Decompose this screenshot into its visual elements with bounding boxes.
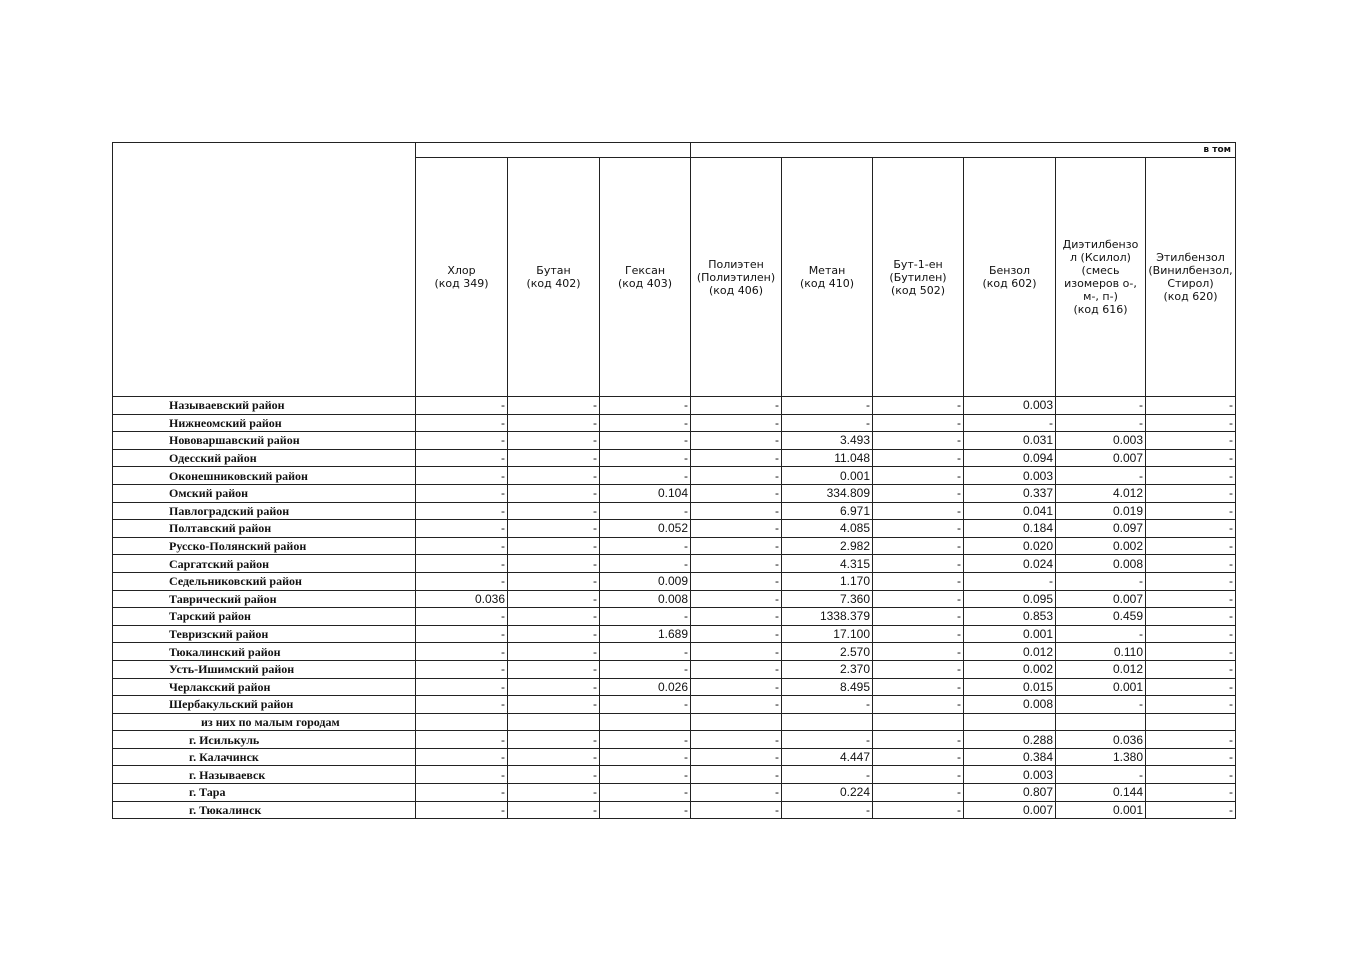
table-cell: - [782,414,873,432]
table-row [113,660,1236,678]
table-cell: - [691,555,782,573]
table-cell: - [508,625,600,643]
column-header: Бутан (код 402) [508,158,600,397]
table-cell: - [873,731,964,749]
table-cell: - [600,696,691,714]
table-cell: - [873,520,964,538]
table-cell: - [1056,766,1146,784]
row-label: Одесский район [113,449,416,467]
table-cell: - [873,555,964,573]
row-label: Саргатский район [113,555,416,573]
table-cell: - [600,414,691,432]
row-label: Нижнеомский район [113,414,416,432]
table-row [113,484,1236,502]
table-cell: - [508,696,600,714]
table-row [113,590,1236,608]
row-label: Черлакский район [113,678,416,696]
table-cell: - [691,748,782,766]
table-cell: 0.052 [600,520,691,538]
table-cell: - [508,784,600,802]
table-row [113,678,1236,696]
table-cell: - [1056,467,1146,485]
row-label: Седельниковский район [113,572,416,590]
table-cell: - [508,520,600,538]
table-cell: 0.224 [782,784,873,802]
table-cell: 0.094 [964,449,1056,467]
table-cell: - [873,643,964,661]
table-cell: 0.012 [1056,660,1146,678]
table-cell: - [600,467,691,485]
table-cell: - [508,432,600,450]
table-cell: - [416,748,508,766]
table-cell: - [873,625,964,643]
row-label: г. Тара [113,784,416,802]
table-row [113,449,1236,467]
table-cell: - [691,625,782,643]
table-cell: - [873,397,964,415]
table-cell: - [873,537,964,555]
table-row [113,625,1236,643]
table-cell: 0.002 [1056,537,1146,555]
table-row [113,801,1236,819]
table-cell: - [508,608,600,626]
table-cell: - [416,467,508,485]
table-cell: 0.031 [964,432,1056,450]
table-cell: - [691,520,782,538]
table-cell: - [600,449,691,467]
table-cell: 0.003 [964,766,1056,784]
table-cell: - [691,608,782,626]
table-row [113,520,1236,538]
table-cell: - [873,766,964,784]
emissions-table [112,142,1236,819]
table-cell: - [600,537,691,555]
table-cell: - [600,432,691,450]
table-row [113,696,1236,714]
table-cell: - [416,520,508,538]
table-cell: 0.184 [964,520,1056,538]
table-cell: 11.048 [782,449,873,467]
table-cell: - [508,590,600,608]
table-cell: - [1146,520,1236,538]
table-cell: - [600,397,691,415]
table-cell: 0.001 [782,467,873,485]
table-cell: - [416,784,508,802]
table-cell: - [416,608,508,626]
table-row [113,731,1236,749]
table-cell: - [508,502,600,520]
table-cell: - [416,766,508,784]
table-cell: - [416,537,508,555]
table-cell: - [691,502,782,520]
table-cell: - [873,748,964,766]
table-cell: - [691,537,782,555]
table-cell: 0.110 [1056,643,1146,661]
group-header-right: в том [691,143,1236,158]
table-cell: 0.097 [1056,520,1146,538]
row-label: Таврический район [113,590,416,608]
table-cell: 0.853 [964,608,1056,626]
table-cell: - [1146,397,1236,415]
table-cell: - [1146,555,1236,573]
table-cell: 2.370 [782,660,873,678]
table-cell: - [691,643,782,661]
table-cell: - [1146,643,1236,661]
table-cell: - [416,502,508,520]
table-cell: 0.008 [1056,555,1146,573]
table-cell: - [1146,801,1236,819]
table-cell: - [691,660,782,678]
table-cell: - [1146,432,1236,450]
row-label: Называевский район [113,397,416,415]
table-cell: - [508,397,600,415]
table-cell [1056,713,1146,731]
table-cell: - [1146,449,1236,467]
table-cell: - [508,678,600,696]
table-cell: - [873,696,964,714]
table-cell: - [1146,484,1236,502]
table-cell: - [873,414,964,432]
table-row [113,537,1236,555]
table-cell: - [691,449,782,467]
table-cell: 1.380 [1056,748,1146,766]
table-cell: - [416,678,508,696]
table-cell: - [1146,590,1236,608]
table-cell: - [1146,625,1236,643]
table-cell: 0.020 [964,537,1056,555]
table-cell: - [1146,660,1236,678]
table-cell: 2.982 [782,537,873,555]
table-cell: - [416,731,508,749]
table-cell: - [1146,696,1236,714]
table-cell: 8.495 [782,678,873,696]
table-row [113,467,1236,485]
table-row [113,748,1236,766]
table-cell: - [1056,625,1146,643]
table-cell: 0.007 [1056,590,1146,608]
table-cell: - [873,449,964,467]
table-cell: - [691,572,782,590]
row-label: г. Называевск [113,766,416,784]
table-cell: - [691,414,782,432]
table-cell: - [508,414,600,432]
table-cell: - [416,397,508,415]
table-cell: 0.008 [964,696,1056,714]
table-cell: - [416,625,508,643]
table-cell: - [1146,414,1236,432]
data-table-sheet [112,142,1236,819]
row-label: из них по малым городам [113,713,416,731]
table-cell: 0.104 [600,484,691,502]
table-cell: - [600,555,691,573]
column-header: Метан (код 410) [782,158,873,397]
table-cell: - [782,766,873,784]
table-cell: 0.008 [600,590,691,608]
table-cell: - [691,784,782,802]
table-cell: - [600,784,691,802]
table-cell: - [508,449,600,467]
table-cell: 0.003 [1056,432,1146,450]
table-cell [691,713,782,731]
table-cell: - [600,731,691,749]
table-row [113,643,1236,661]
table-cell: - [873,608,964,626]
table-cell: - [691,678,782,696]
table-cell: 17.100 [782,625,873,643]
table-cell: - [691,731,782,749]
column-header: Хлор (код 349) [416,158,508,397]
table-cell: - [873,484,964,502]
row-label: Омский район [113,484,416,502]
table-row [113,414,1236,432]
table-cell: - [691,696,782,714]
table-cell: - [416,414,508,432]
table-cell: - [1056,696,1146,714]
table-cell: 4.447 [782,748,873,766]
table-cell: - [873,590,964,608]
table-cell: - [600,643,691,661]
table-cell: - [873,432,964,450]
table-row [113,713,1236,731]
table-row [113,432,1236,450]
row-label: Русско-Полянский район [113,537,416,555]
table-cell: - [600,660,691,678]
table-cell: - [691,467,782,485]
column-header: Бензол (код 602) [964,158,1056,397]
table-row [113,572,1236,590]
row-label: Тюкалинский район [113,643,416,661]
table-cell: - [600,801,691,819]
table-row [113,397,1236,415]
table-cell: - [873,467,964,485]
row-label: Шербакульский район [113,696,416,714]
table-cell: - [508,766,600,784]
table-cell: 0.019 [1056,502,1146,520]
column-header: Гексан (код 403) [600,158,691,397]
table-row [113,555,1236,573]
table-cell: - [508,643,600,661]
table-cell: - [508,572,600,590]
table-cell: 0.807 [964,784,1056,802]
table-cell: - [508,484,600,502]
table-cell: - [1146,467,1236,485]
row-label: Тевризский район [113,625,416,643]
table-cell: - [1146,537,1236,555]
table-cell: - [1056,397,1146,415]
group-header-row [113,143,1236,158]
column-header: Диэтилбензо л (Ксилол) (смесь изомеров о-, м-, п-) (код 616) [1056,158,1146,397]
row-label-header [113,143,416,397]
table-cell: - [416,643,508,661]
table-cell: - [1146,731,1236,749]
table-cell: - [691,484,782,502]
table-cell: - [600,502,691,520]
table-cell: - [508,555,600,573]
table-cell: 4.012 [1056,484,1146,502]
table-cell: 7.360 [782,590,873,608]
table-cell: - [416,572,508,590]
table-cell: - [964,414,1056,432]
table-cell: - [508,537,600,555]
table-cell: 0.003 [964,397,1056,415]
table-row [113,608,1236,626]
table-cell: - [416,484,508,502]
group-header-left [416,143,691,158]
row-label: г. Исилькуль [113,731,416,749]
table-cell: 6.971 [782,502,873,520]
table-cell: - [873,502,964,520]
row-label: Павлоградский район [113,502,416,520]
row-label: Усть-Ишимский район [113,660,416,678]
table-cell: - [782,801,873,819]
table-cell: - [873,784,964,802]
table-cell: 0.036 [416,590,508,608]
table-row [113,766,1236,784]
table-cell [1146,713,1236,731]
table-cell: - [873,801,964,819]
table-cell [873,713,964,731]
table-cell: 334.809 [782,484,873,502]
table-cell: - [873,678,964,696]
table-cell: 0.041 [964,502,1056,520]
table-row [113,502,1236,520]
table-cell: - [416,432,508,450]
table-cell: 0.024 [964,555,1056,573]
table-cell: - [691,766,782,784]
table-cell: 0.459 [1056,608,1146,626]
table-cell: - [691,801,782,819]
table-cell: 0.009 [600,572,691,590]
table-cell: 0.015 [964,678,1056,696]
table-cell: - [1146,678,1236,696]
table-cell: - [416,555,508,573]
table-cell: - [600,766,691,784]
table-cell: 0.095 [964,590,1056,608]
table-cell: - [691,397,782,415]
table-cell: - [416,660,508,678]
table-cell: - [416,449,508,467]
table-cell: 0.384 [964,748,1056,766]
table-cell: 3.493 [782,432,873,450]
table-cell: 1.170 [782,572,873,590]
table-cell: - [508,660,600,678]
table-cell: - [508,748,600,766]
row-label: Нововаршавский район [113,432,416,450]
table-cell: 0.003 [964,467,1056,485]
table-cell: 0.337 [964,484,1056,502]
table-cell: 0.001 [964,625,1056,643]
table-cell: - [691,590,782,608]
row-label: Полтавский район [113,520,416,538]
table-cell: - [873,572,964,590]
row-label: Оконешниковский район [113,467,416,485]
table-cell: 0.001 [1056,678,1146,696]
table-cell: - [600,748,691,766]
table-cell: - [782,397,873,415]
table-cell: - [1146,784,1236,802]
table-cell: 0.144 [1056,784,1146,802]
table-cell: 0.026 [600,678,691,696]
table-cell: - [1146,766,1236,784]
table-cell: 0.001 [1056,801,1146,819]
table-cell: - [1146,502,1236,520]
table-cell [600,713,691,731]
table-cell: - [600,608,691,626]
column-header: Бут-1-ен (Бутилен) (код 502) [873,158,964,397]
table-cell [964,713,1056,731]
table-cell: - [1146,572,1236,590]
column-header: Полиэтен (Полиэтилен) (код 406) [691,158,782,397]
table-cell: - [416,801,508,819]
table-cell: - [1056,414,1146,432]
table-cell: 0.036 [1056,731,1146,749]
column-header: Этилбензол (Винилбензол, Стирол) (код 620) [1146,158,1236,397]
table-cell: 0.288 [964,731,1056,749]
table-cell: - [1056,572,1146,590]
row-label: г. Калачинск [113,748,416,766]
table-cell: 0.012 [964,643,1056,661]
table-cell: - [964,572,1056,590]
table-cell: - [873,660,964,678]
table-cell: 0.007 [1056,449,1146,467]
table-cell: - [782,696,873,714]
table-cell [416,713,508,731]
table-cell: 1338.379 [782,608,873,626]
table-cell: - [782,731,873,749]
table-cell: - [1146,608,1236,626]
table-row [113,784,1236,802]
table-cell: - [691,432,782,450]
table-cell: 4.315 [782,555,873,573]
row-label: Тарский район [113,608,416,626]
table-cell: - [416,696,508,714]
table-cell: 0.002 [964,660,1056,678]
table-cell [508,713,600,731]
row-label: г. Тюкалинск [113,801,416,819]
table-body [113,397,1236,819]
table-cell: 1.689 [600,625,691,643]
table-cell: - [508,467,600,485]
table-cell: - [1146,748,1236,766]
table-cell [782,713,873,731]
table-cell: - [508,731,600,749]
table-cell: 2.570 [782,643,873,661]
table-cell: 4.085 [782,520,873,538]
table-cell: - [508,801,600,819]
table-cell: 0.007 [964,801,1056,819]
